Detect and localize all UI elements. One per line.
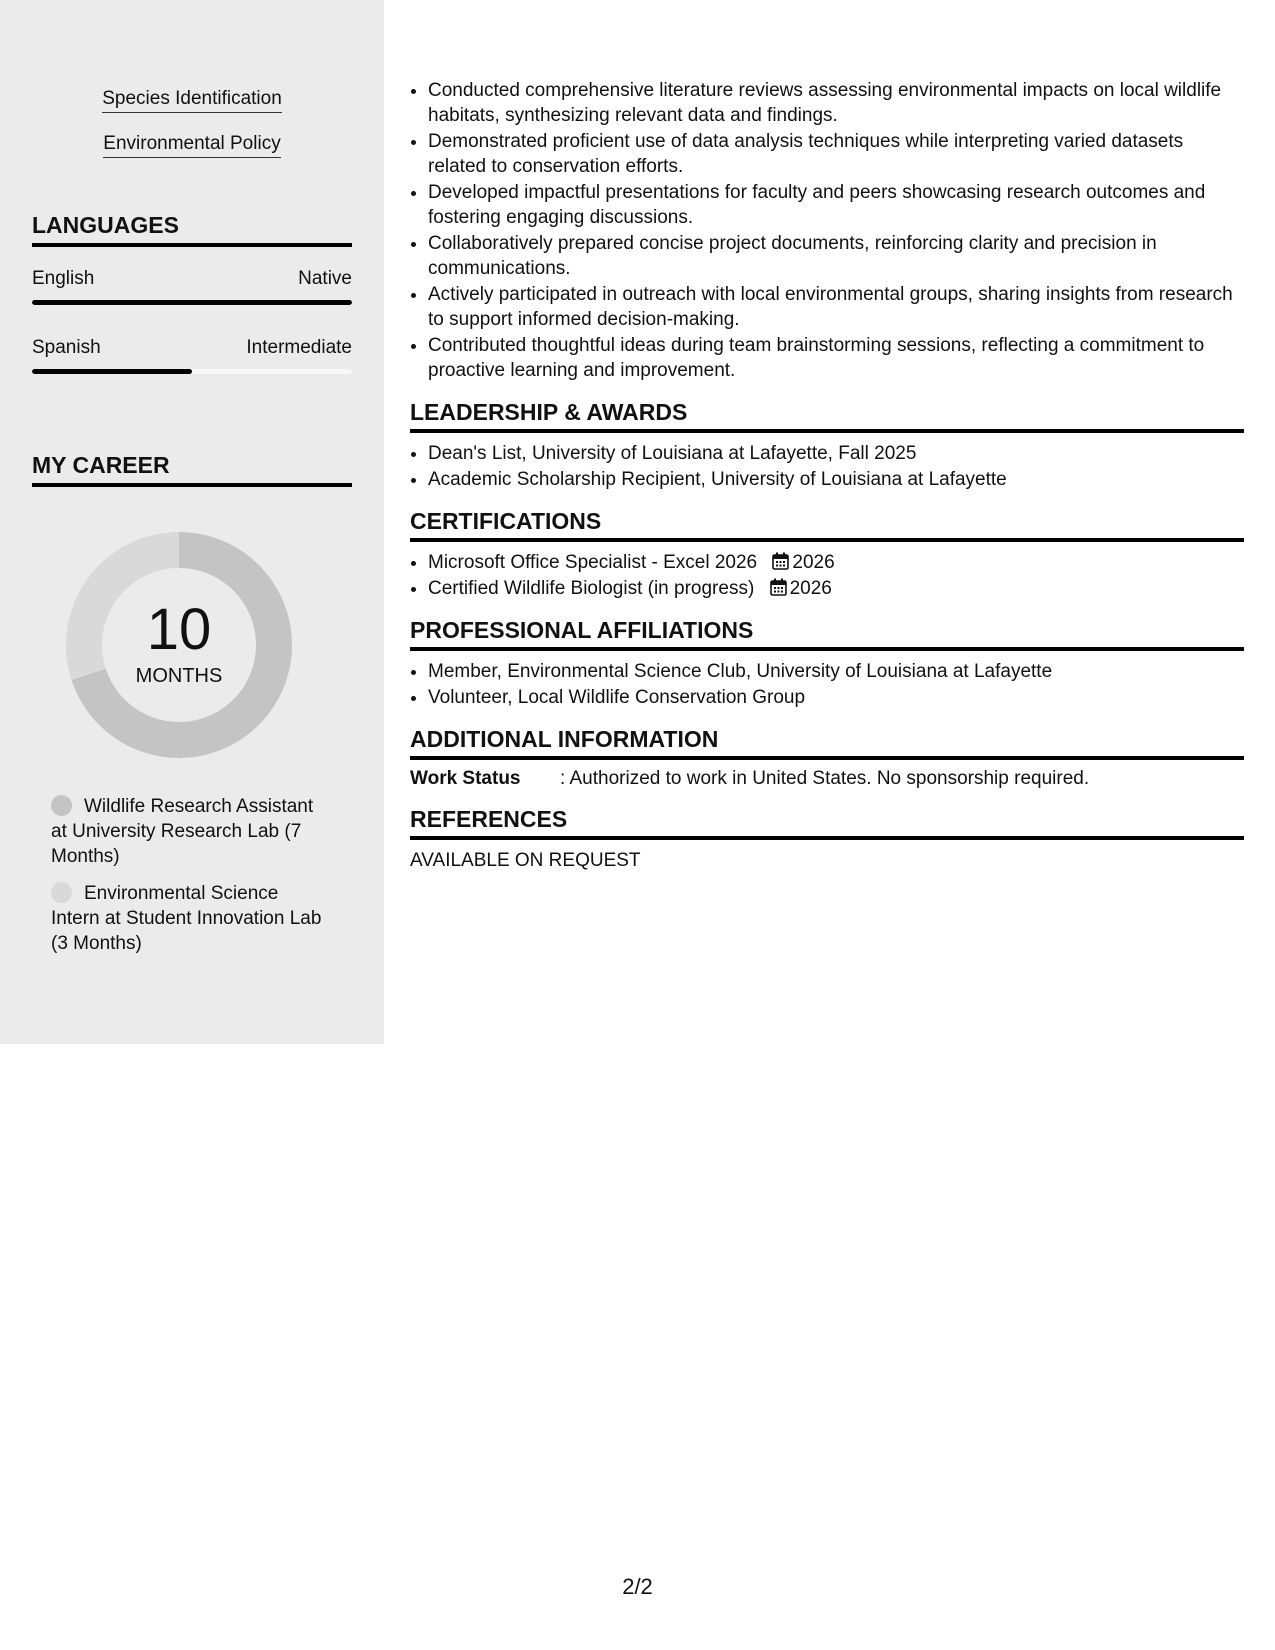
language-proficiency-bar [32, 300, 352, 305]
languages-heading: LANGUAGES [32, 212, 352, 247]
list-item: • Conducted comprehensive literature reviews assessing environmental impacts on local wildlife habitats, synthesizing relevant data and findings. [428, 78, 1244, 128]
work-status-value: : Authorized to work in United States. No sponsorship required. [560, 768, 1090, 789]
page-number: 2/2 [622, 1574, 653, 1599]
list-item: • Academic Scholarship Recipient, University of Louisiana at Lafayette [428, 467, 1244, 492]
language-proficiency-bar [32, 369, 352, 374]
calendar-icon [772, 552, 789, 570]
career-heading: MY CAREER [32, 452, 352, 487]
list-item [428, 550, 1244, 575]
list-item: • Member, Environmental Science Club, University of Louisiana at Lafayette [428, 659, 1244, 684]
language-name: Spanish [32, 337, 101, 358]
references-heading: REFERENCES [410, 806, 1244, 840]
language-row [32, 337, 352, 359]
list-item: • Actively participated in outreach with local environmental groups, sharing insights from research to support informed decision-making. [428, 282, 1244, 332]
certifications-list [410, 550, 1244, 601]
experience-bullets [410, 78, 1244, 383]
certification-name: Certified Wildlife Biologist (in progress) [428, 578, 755, 599]
language-proficiency-fill [32, 300, 352, 305]
list-item [428, 576, 1244, 601]
language-level: Intermediate [246, 337, 352, 358]
date-text: 2026 [792, 552, 835, 573]
career-total-unit: MONTHS [135, 665, 223, 687]
work-status-label: Work Status [410, 768, 521, 789]
career-legend-item [51, 794, 326, 869]
skill-label: Species Identification [102, 88, 282, 113]
additional-info-heading: ADDITIONAL INFORMATION [410, 726, 1244, 760]
language-name: English [32, 268, 95, 289]
skill-tag [0, 88, 384, 113]
work-status-row [410, 768, 1244, 790]
affiliations-list [410, 659, 1244, 710]
certification-name: Microsoft Office Specialist - Excel 2026 [428, 552, 758, 573]
certifications-heading: CERTIFICATIONS [410, 508, 1244, 542]
list-item: • Demonstrated proficient use of data analysis techniques while interpreting varied datasets related to conservation efforts. [428, 129, 1244, 179]
list-item: • Dean's List, University of Louisiana at Lafayette, Fall 2025 [428, 441, 1244, 466]
certification-date [770, 578, 832, 599]
skill-label: Environmental Policy [103, 133, 280, 158]
skill-tag [0, 133, 384, 158]
certification-date [772, 552, 834, 573]
leadership-heading: LEADERSHIP & AWARDS [410, 399, 1244, 433]
legend-dot [51, 795, 72, 816]
list-item: • Volunteer, Local Wildlife Conservation Group [428, 685, 1244, 710]
career-item-label: Environmental Science Intern at Student Innovation Lab (3 Months) [51, 883, 322, 954]
affiliations-heading: PROFESSIONAL AFFILIATIONS [410, 617, 1244, 651]
date-text: 2026 [789, 578, 832, 599]
sidebar [0, 0, 384, 1044]
career-total-months: 10 [146, 597, 212, 662]
calendar-icon [770, 578, 787, 596]
language-level: Native [298, 268, 352, 289]
career-item-label: Wildlife Research Assistant at University Research Lab (7 Months) [51, 796, 314, 867]
language-row [32, 268, 352, 290]
references-text: AVAILABLE ON REQUEST [410, 850, 641, 871]
list-item: • Contributed thoughtful ideas during team brainstorming sessions, reflecting a commitment to proactive learning and improvement. [428, 333, 1244, 383]
career-legend-item [51, 881, 326, 956]
leadership-list [410, 441, 1244, 492]
list-item: • Developed impactful presentations for faculty and peers showcasing research outcomes and fostering engaging discussions. [428, 180, 1244, 230]
language-proficiency-fill [32, 369, 192, 374]
legend-dot [51, 882, 72, 903]
list-item: • Collaboratively prepared concise project documents, reinforcing clarity and precision in communications. [428, 231, 1244, 281]
main-content [410, 78, 1244, 872]
